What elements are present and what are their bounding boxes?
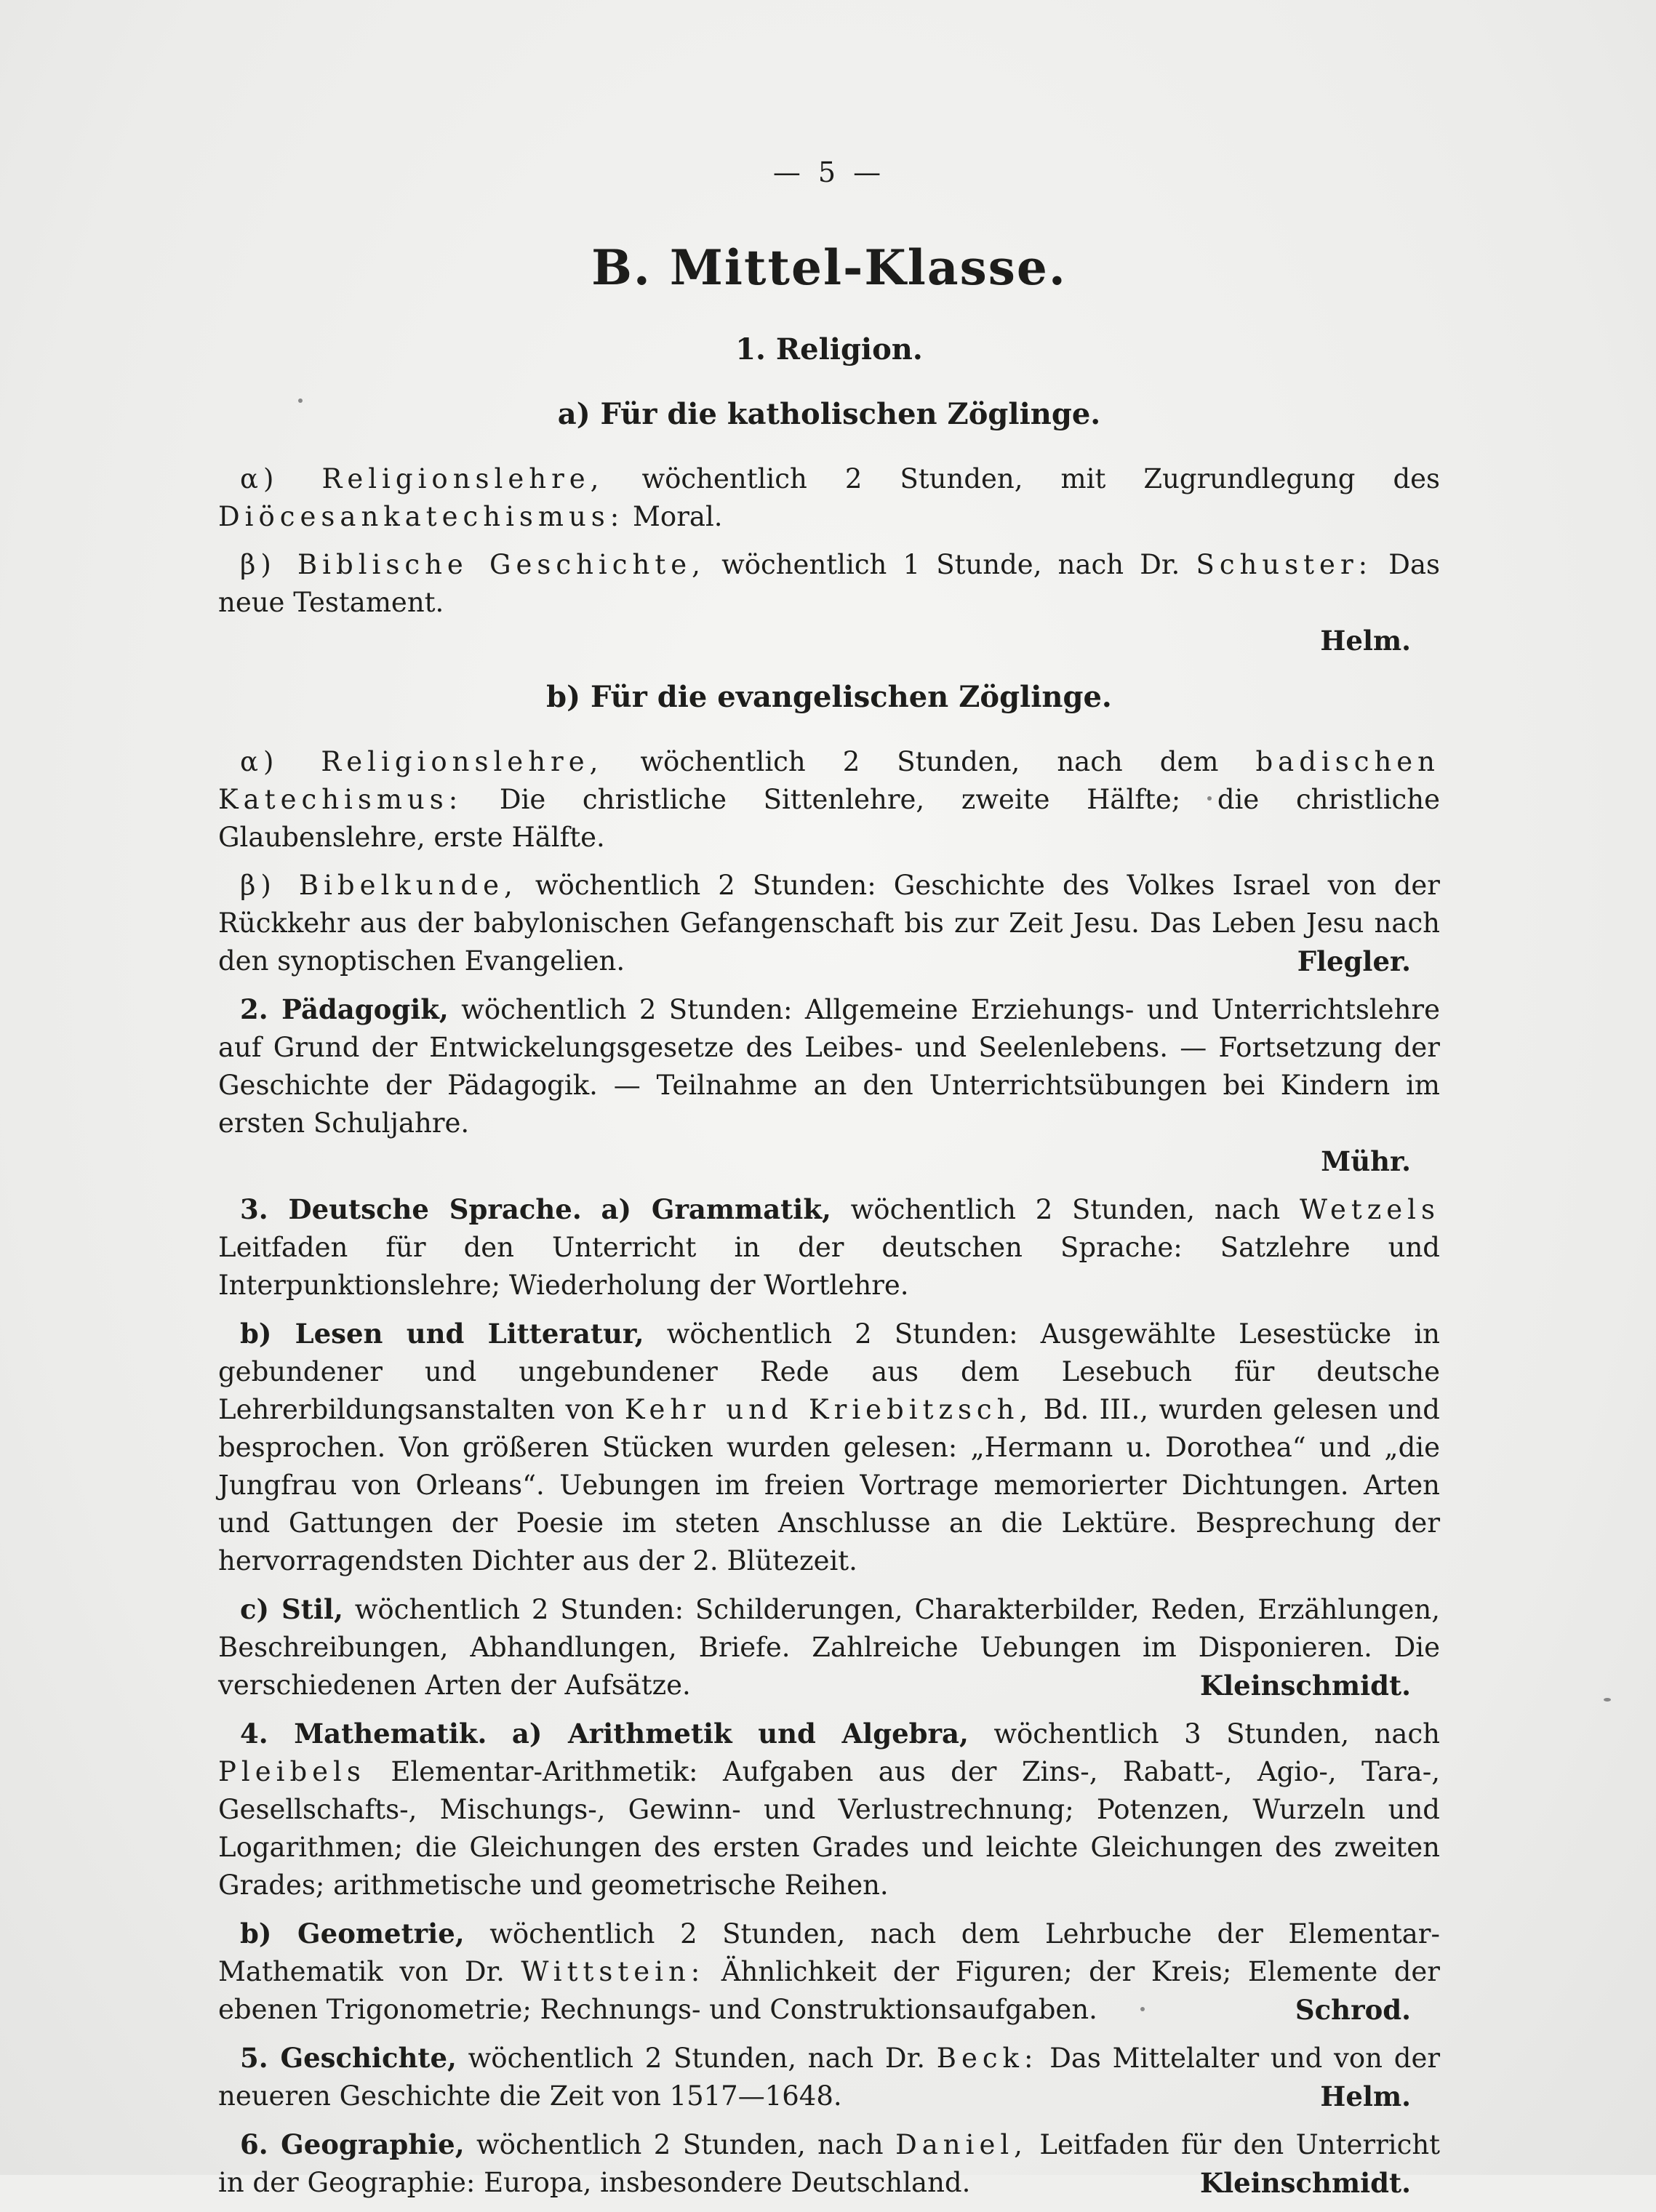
- item-text: wöchentlich 2 Stunden, nach: [850, 1194, 1281, 1225]
- page-title: B. Mittel-Klasse.: [591, 239, 1067, 296]
- item-text: wöchentlich 2 Stunden, nach dem Lehrbuche der Elementar-Mathematik von Dr.: [218, 1918, 1440, 1987]
- page-content: [218, 156, 1440, 2212]
- item-source: Schuster:: [1196, 549, 1373, 580]
- catholic-biblische-geschichte: [218, 546, 1440, 660]
- item-label: α) Religionslehre,: [240, 463, 604, 494]
- section-heading: 4. Mathematik.: [240, 1718, 487, 1750]
- section-paedagogik: [218, 990, 1440, 1180]
- item-text: wöchentlich 2 Stunden, nach dem: [640, 746, 1219, 777]
- item-text: Moral.: [633, 501, 723, 532]
- spacer: [218, 670, 1440, 680]
- section-deutsch-grammatik: [218, 1190, 1440, 1305]
- item-text: Leitfaden für den Unterricht in der deutschen Sprache: Satzlehre und Interpunktionslehre; Wiederholung der Wortlehre.: [218, 1232, 1440, 1301]
- section-geographie: [218, 2125, 1440, 2202]
- item-text: Elementar-Arithmetik: Aufgaben aus der Zins-, Rabatt-, Agio-, Tara-, Gesellschafts-, Mischungs-, Gewinn- und Verlustrechnung; Potenzen, Wurzeln und Logarithmen; die Gleichungen des ersten Grades und leichte Gleichungen des zweiten Grades; arithmetische und geometrische Reihen.: [218, 1756, 1440, 1901]
- item-text: wöchentlich 2 Stunden: Schilderungen, Charakterbilder, Reden, Erzählungen, Beschreibungen, Abhandlungen, Briefe. Zahlreiche Uebungen im Disponieren. Die verschiedenen Arten der Aufsätze.: [218, 1594, 1440, 1701]
- item-label: b) Lesen und Litteratur,: [240, 1318, 644, 1350]
- page-number: — 5 —: [772, 156, 886, 188]
- section-heading: 5. Geschichte,: [240, 2042, 457, 2074]
- item-text: wöchentlich 2 Stunden: Ausgewählte Lesestücke in gebundener und ungebundener Rede aus dem Lesebuch für deutsche Lehrerbildungsanstalten von: [218, 1318, 1440, 1425]
- item-source: Diöcesankatechismus:: [218, 501, 625, 532]
- item-label: β) Biblische Geschichte,: [240, 549, 705, 580]
- section-deutsch-lesen: [218, 1315, 1440, 1580]
- item-text: Die christliche Sittenlehre, zweite Hälfte; die christliche Glaubenslehre, erste Hälfte.: [218, 784, 1440, 853]
- item-text: wöchentlich 2 Stunden: Geschichte des Volkes Israel von der Rückkehr aus der babylonischen Gefangenschaft bis zur Zeit Jesu. Das Leben Jesu nach den synoptischen Evangelien.: [218, 870, 1440, 977]
- teacher-name: Kleinschmidt.: [1199, 1670, 1411, 1702]
- section-geschichte: [218, 2039, 1440, 2115]
- evangelical-bibelkunde: [218, 867, 1440, 980]
- item-label: a) Arithmetik und Algebra,: [511, 1718, 969, 1750]
- section-text: wöchentlich 2 Stunden: Allgemeine Erziehungs- und Unterrichtslehre auf Grund der Entwickelungsgesetze des Leibes- und Seelenlebens. — Fortsetzung der Geschichte der Pädagogik. — Teilnahme an den Unterrichtsübungen bei Kindern im ersten Schuljahre.: [218, 994, 1440, 1139]
- item-text: Ähnlichkeit der Figuren; der Kreis; Elemente der ebenen Trigonometrie; Rechnungs- und Construktionsaufgaben.: [218, 1956, 1440, 2025]
- section-deutsch-stil: [218, 1590, 1440, 1704]
- item-text: wöchentlich 1 Stunde, nach Dr.: [721, 549, 1180, 580]
- section-mathematik-arithmetik: [218, 1715, 1440, 1904]
- section-text: Leitfaden für den Unterricht in der Geographie: Europa, insbesondere Deutschland.: [218, 2129, 1441, 2198]
- item-text: wöchentlich 3 Stunden, nach: [993, 1718, 1441, 1750]
- teacher-name: Flegler.: [1297, 945, 1411, 977]
- teacher-name: Mühr.: [1321, 1145, 1411, 1177]
- item-source: Pleibels: [218, 1756, 366, 1787]
- teacher-name: Helm.: [1320, 625, 1411, 657]
- section-heading: 3. Deutsche Sprache.: [240, 1193, 582, 1225]
- teacher-name: Schrod.: [1295, 1994, 1411, 2026]
- section-heading: 2. Pädagogik,: [240, 993, 449, 1025]
- item-source: Daniel,: [895, 2129, 1028, 2160]
- evangelical-religionslehre: [218, 743, 1440, 857]
- item-label: α) Religionslehre,: [240, 746, 604, 777]
- section-text: wöchentlich 2 Stunden, nach: [476, 2129, 884, 2160]
- item-text: Bd. III., wurden gelesen und besprochen. Von größeren Stücken wurden gelesen: „Hermann u. Dorothea“ und „die Jungfrau von Orleans“. Uebungen im freien Vortrage memorierter Dichtungen. Arten und Gattungen der Poesie im steten Anschlusse an die Lektüre. Besprechung der hervorragendsten Dichter aus der 2. Blütezeit.: [218, 1394, 1440, 1576]
- item-label: β) Bibelkunde,: [240, 870, 518, 901]
- item-source: Beck:: [936, 2043, 1039, 2074]
- item-text: wöchentlich 2 Stunden, mit Zugrundlegung des: [641, 463, 1441, 494]
- section-text: wöchentlich 2 Stunden, nach Dr.: [468, 2043, 925, 2074]
- item-label: c) Stil,: [240, 1593, 343, 1625]
- evangelical-heading: b) Für die evangelischen Zöglinge.: [546, 680, 1112, 714]
- catholic-heading: a) Für die katholischen Zöglinge.: [557, 397, 1101, 431]
- section-text: Das Mittelalter und von der neueren Geschichte die Zeit von 1517—1648.: [218, 2043, 1441, 2112]
- catholic-religionslehre: [218, 460, 1440, 536]
- speck: [1604, 1698, 1611, 1702]
- item-label: b) Geometrie,: [240, 1918, 465, 1949]
- teacher-name: Helm.: [1320, 2080, 1411, 2112]
- item-text: Das neue Testament.: [218, 549, 1440, 618]
- section-heading: 6. Geographie,: [240, 2128, 465, 2160]
- item-label: a) Grammatik,: [601, 1193, 831, 1225]
- item-source: Kehr und Kriebitzsch,: [624, 1394, 1033, 1425]
- section-religion-heading: 1. Religion.: [735, 332, 923, 366]
- item-source: badischen Katechismus:: [218, 746, 1440, 815]
- item-source: Wittstein:: [521, 1956, 705, 1987]
- item-source: Wetzels: [1300, 1194, 1441, 1225]
- section-mathematik-geometrie: [218, 1915, 1440, 2029]
- teacher-name: Kleinschmidt.: [1199, 2167, 1411, 2199]
